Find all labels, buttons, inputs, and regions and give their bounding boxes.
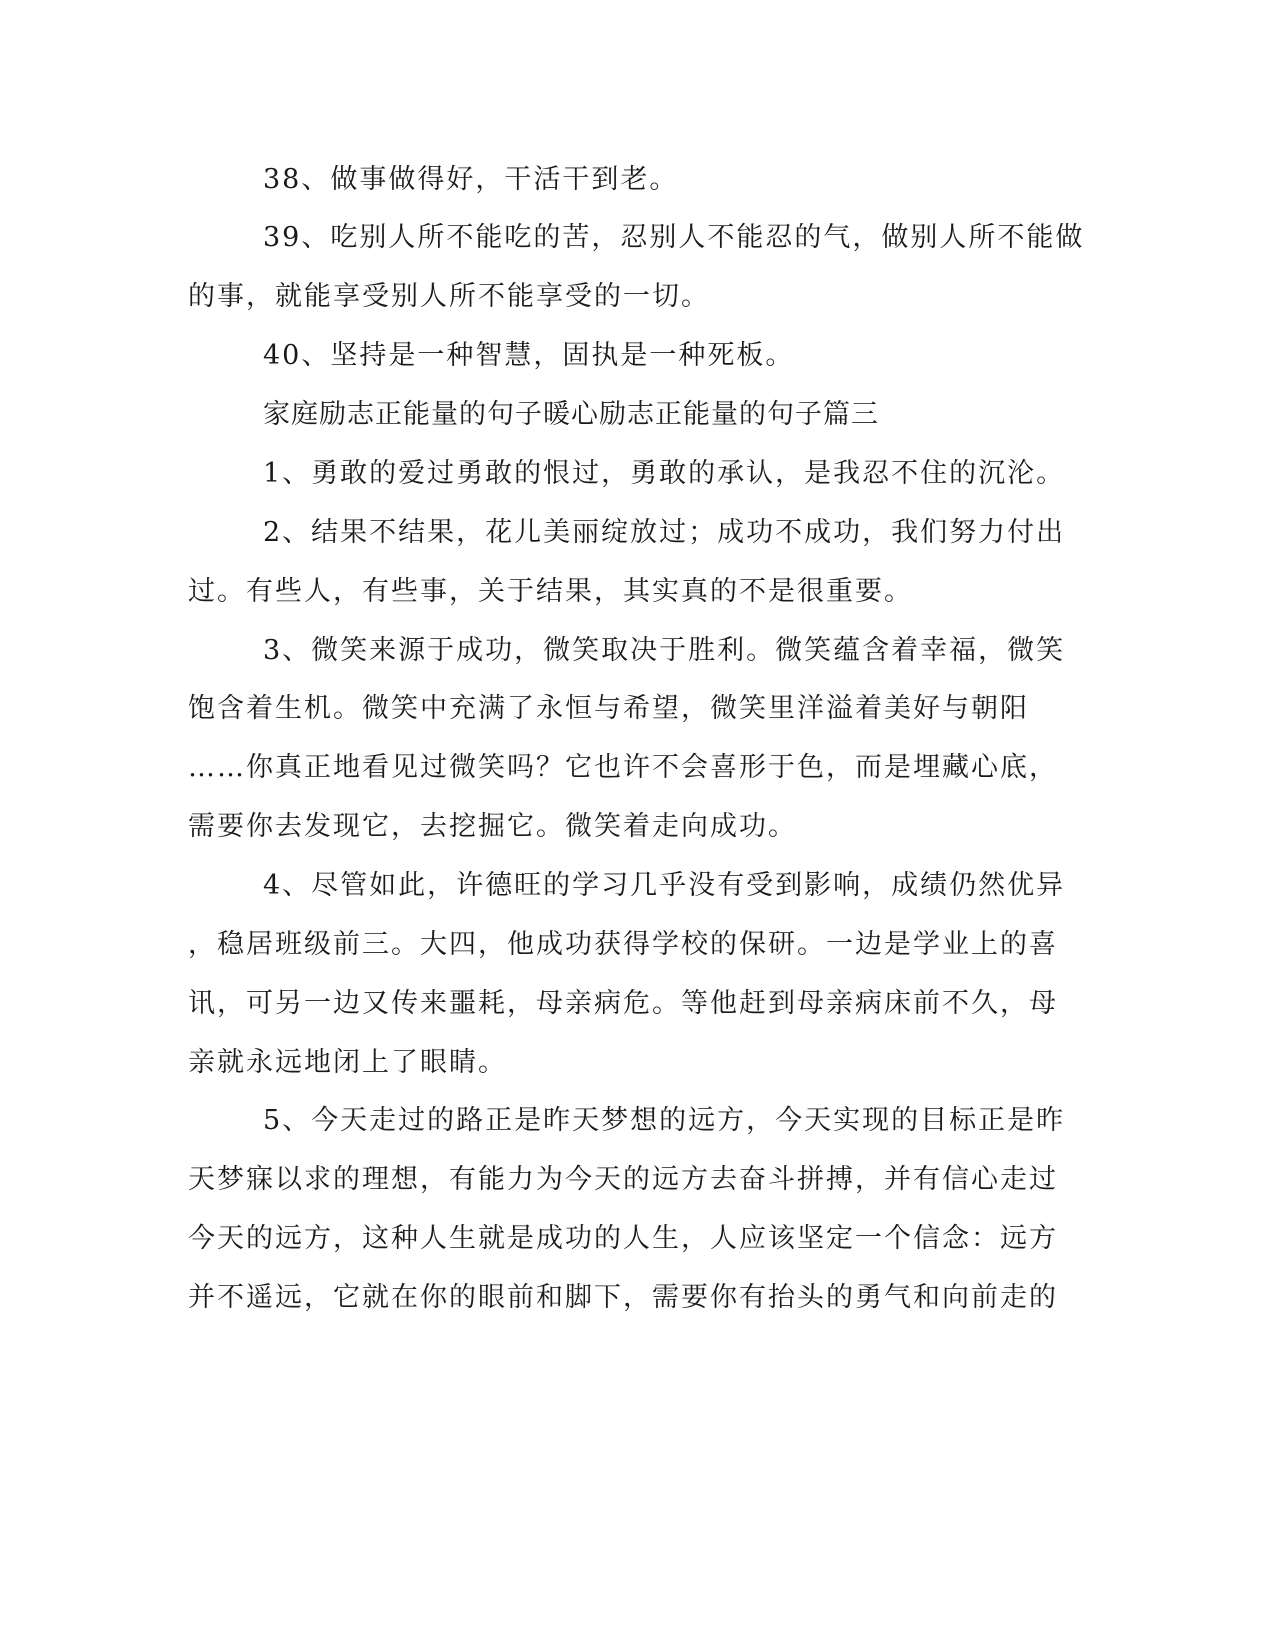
paragraph-1: 1、勇敢的爱过勇敢的恨过，勇敢的承认，是我忍不住的沉沦。: [263, 458, 1066, 489]
section-heading: 家庭励志正能量的句子暖心励志正能量的句子篇三: [263, 399, 879, 430]
paragraph-3-line-4: 需要你去发现它，去挖掘它。微笑着走向成功。: [188, 811, 797, 842]
paragraph-4-line-4: 亲就永远地闭上了眼睛。: [188, 1047, 507, 1078]
paragraph-39-line-2: 的事，就能享受别人所不能享受的一切。: [188, 281, 710, 312]
paragraph-3-line-2: 饱含着生机。微笑中充满了永恒与希望，微笑里洋溢着美好与朝阳: [188, 693, 1029, 724]
paragraph-5-line-2: 天梦寐以求的理想，有能力为今天的远方去奋斗拼搏，并有信心走过: [188, 1164, 1058, 1195]
paragraph-4-line-1: 4、尽管如此，许德旺的学习几乎没有受到影响，成绩仍然优异: [263, 870, 1066, 901]
paragraph-5-line-3: 今天的远方，这种人生就是成功的人生，人应该坚定一个信念：远方: [188, 1223, 1058, 1254]
paragraph-5-line-4: 并不遥远，它就在你的眼前和脚下，需要你有抬头的勇气和向前走的: [188, 1282, 1058, 1313]
paragraph-39-line-1: 39、吃别人所不能吃的苦，忍别人不能忍的气，做别人所不能做: [263, 222, 1085, 253]
paragraph-38: 38、做事做得好，干活干到老。: [263, 164, 679, 195]
paragraph-2-line-1: 2、结果不结果，花儿美丽绽放过；成功不成功，我们努力付出: [263, 517, 1066, 548]
paragraph-3-line-1: 3、微笑来源于成功，微笑取决于胜利。微笑蕴含着幸福，微笑: [263, 635, 1066, 666]
paragraph-40: 40、坚持是一种智慧，固执是一种死板。: [263, 340, 795, 371]
paragraph-4-line-3: 讯，可另一边又传来噩耗，母亲病危。等他赶到母亲病床前不久，母: [188, 988, 1058, 1019]
paragraph-3-line-3: ……你真正地看见过微笑吗？它也许不会喜形于色，而是埋藏心底，: [188, 752, 1058, 783]
paragraph-4-line-2: ，稳居班级前三。大四，他成功获得学校的保研。一边是学业上的喜: [188, 929, 1058, 960]
paragraph-2-line-2: 过。有些人，有些事，关于结果，其实真的不是很重要。: [188, 576, 913, 607]
paragraph-5-line-1: 5、今天走过的路正是昨天梦想的远方，今天实现的目标正是昨: [263, 1105, 1066, 1136]
